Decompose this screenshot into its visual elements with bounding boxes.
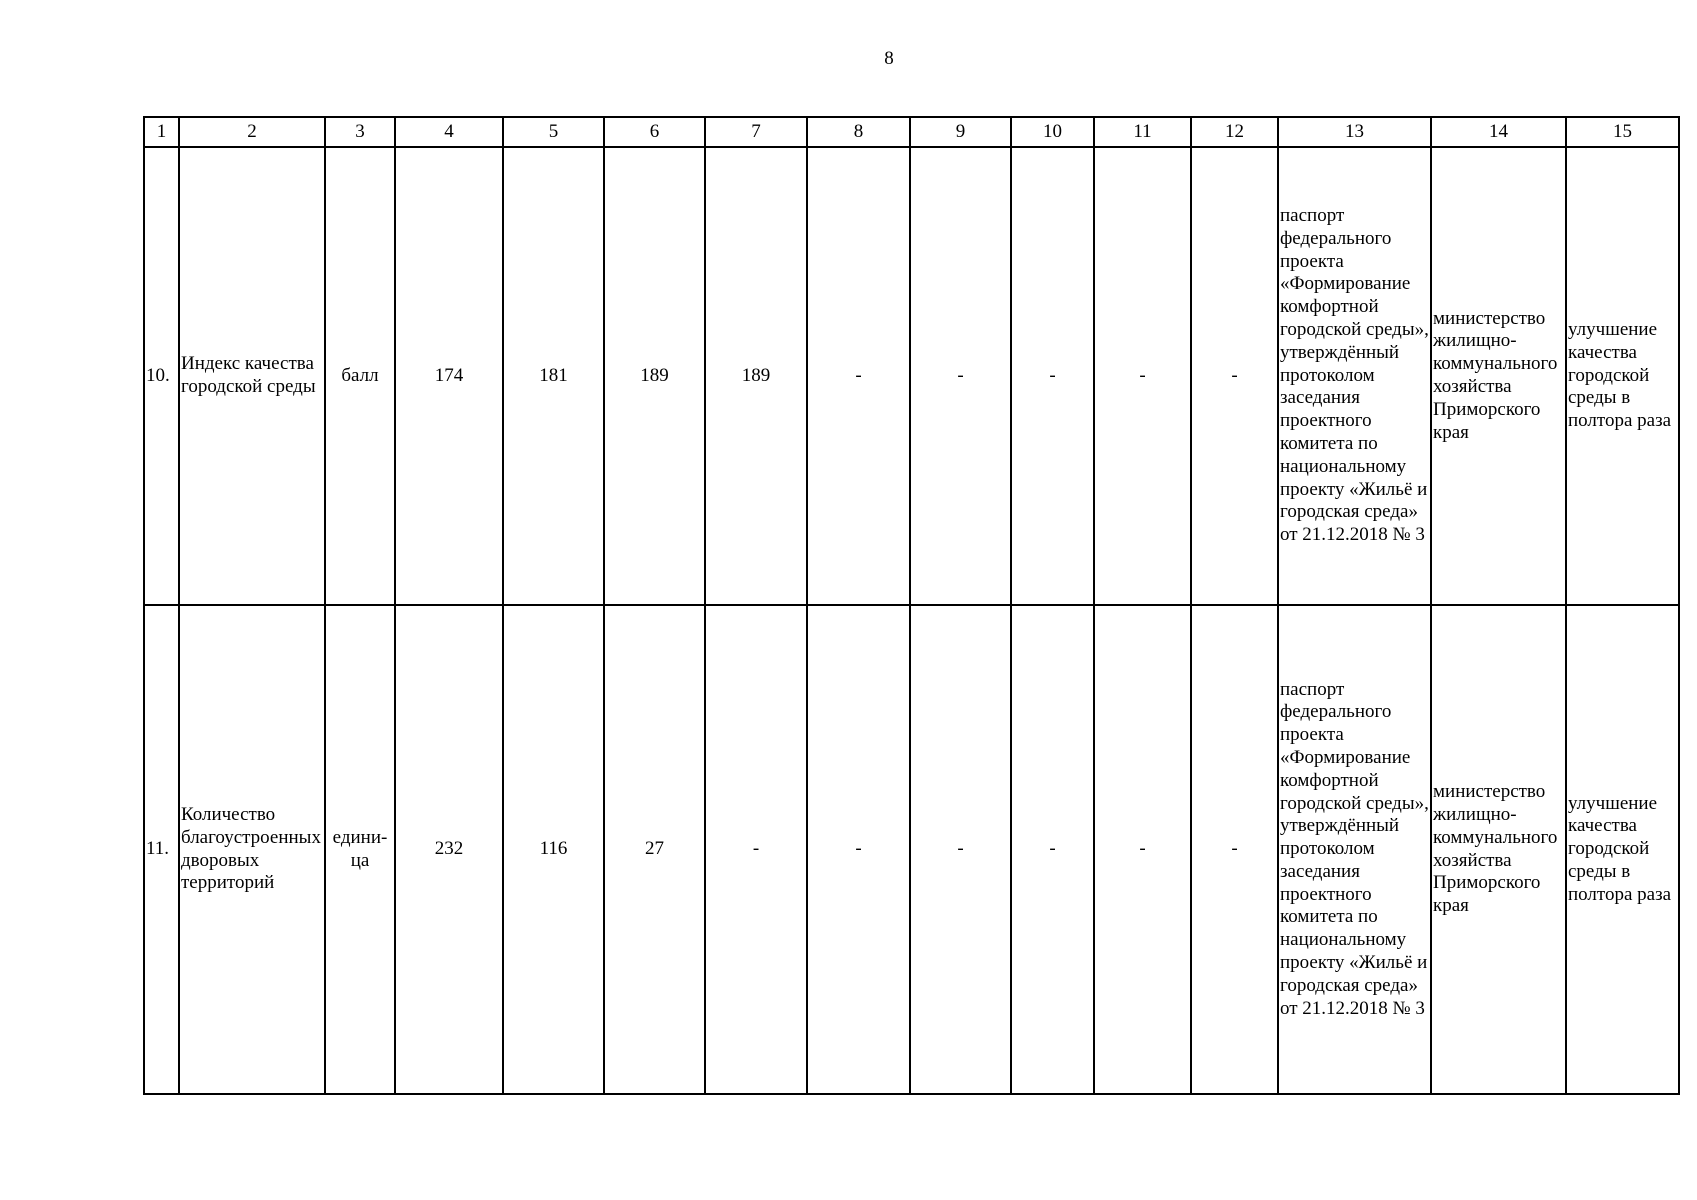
indicator-name: Индекс качества городской среды bbox=[179, 147, 325, 605]
value-cell: - bbox=[1191, 605, 1278, 1094]
source-document: паспорт федерального проекта «Формирование комфортной городской среды», утверждённый протоколом заседания проектного комитета по национальному проекту «Жильё и городская среда» от 21.12.2018 № 3 bbox=[1278, 147, 1431, 605]
column-number: 11 bbox=[1094, 117, 1191, 147]
value-cell: 27 bbox=[604, 605, 705, 1094]
value-cell: - bbox=[910, 147, 1011, 605]
value-cell: - bbox=[807, 147, 910, 605]
row-index: 10. bbox=[144, 147, 179, 605]
value-cell: 189 bbox=[604, 147, 705, 605]
table-row bbox=[144, 147, 1679, 605]
source-document: паспорт федерального проекта «Формирование комфортной городской среды», утверждённый протоколом заседания проектного комитета по национальному проекту «Жильё и городская среда» от 21.12.2018 № 3 bbox=[1278, 605, 1431, 1094]
indicator-name: Количество благоустроенных дворовых территорий bbox=[179, 605, 325, 1094]
responsible-body: министерство жилищно-коммунального хозяйства Приморского края bbox=[1431, 605, 1566, 1094]
responsible-body: министерство жилищно-коммунального хозяйства Приморского края bbox=[1431, 147, 1566, 605]
value-cell: - bbox=[1011, 147, 1094, 605]
column-number: 12 bbox=[1191, 117, 1278, 147]
table-row bbox=[144, 605, 1679, 1094]
value-cell: 181 bbox=[503, 147, 604, 605]
column-number: 6 bbox=[604, 117, 705, 147]
value-cell: - bbox=[1094, 147, 1191, 605]
column-number: 1 bbox=[144, 117, 179, 147]
column-number: 3 bbox=[325, 117, 395, 147]
value-cell: 174 bbox=[395, 147, 503, 605]
value-cell: - bbox=[807, 605, 910, 1094]
expected-result: улучшение качества городской среды в полтора раза bbox=[1566, 605, 1679, 1094]
value-cell: - bbox=[1011, 605, 1094, 1094]
value-cell: 232 bbox=[395, 605, 503, 1094]
page-number: 8 bbox=[884, 48, 894, 69]
value-cell: - bbox=[1191, 147, 1278, 605]
column-number: 7 bbox=[705, 117, 807, 147]
column-number: 13 bbox=[1278, 117, 1431, 147]
column-number: 10 bbox=[1011, 117, 1094, 147]
unit: балл bbox=[325, 147, 395, 605]
column-number: 2 bbox=[179, 117, 325, 147]
column-number: 15 bbox=[1566, 117, 1679, 147]
unit: едини-ца bbox=[325, 605, 395, 1094]
row-index: 11. bbox=[144, 605, 179, 1094]
column-number: 4 bbox=[395, 117, 503, 147]
expected-result: улучшение качества городской среды в полтора раза bbox=[1566, 147, 1679, 605]
column-number: 8 bbox=[807, 117, 910, 147]
value-cell: 189 bbox=[705, 147, 807, 605]
value-cell: 116 bbox=[503, 605, 604, 1094]
value-cell: - bbox=[705, 605, 807, 1094]
column-number-row bbox=[144, 117, 1679, 147]
column-number: 5 bbox=[503, 117, 604, 147]
value-cell: - bbox=[1094, 605, 1191, 1094]
column-number: 9 bbox=[910, 117, 1011, 147]
value-cell: - bbox=[910, 605, 1011, 1094]
indicators-table bbox=[143, 116, 1680, 1095]
column-number: 14 bbox=[1431, 117, 1566, 147]
